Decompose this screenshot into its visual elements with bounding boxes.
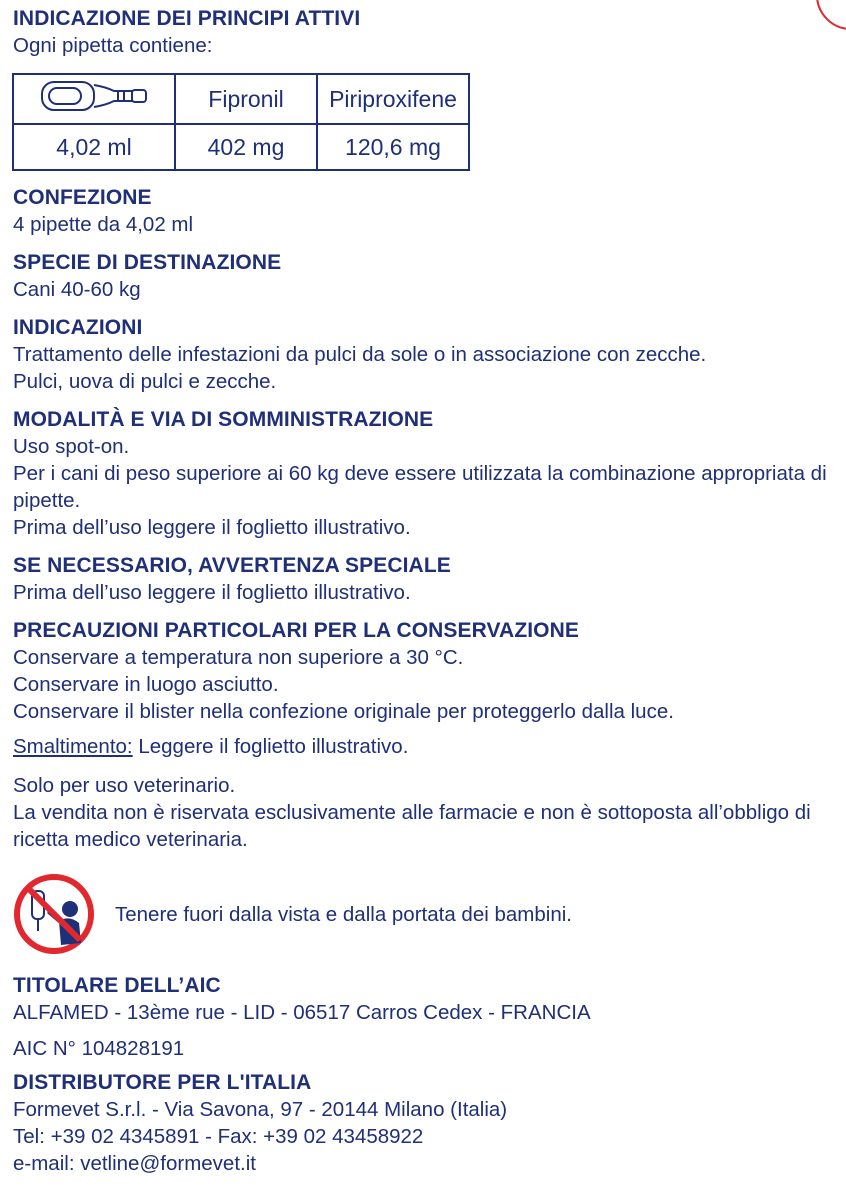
titolare-heading: TITOLARE DELL’AIC <box>13 974 221 997</box>
specie-heading: SPECIE DI DESTINAZIONE <box>13 251 282 274</box>
distributore-line: Formevet S.r.l. - Via Savona, 97 - 20144 Milano (Italia) <box>13 1098 508 1121</box>
titolare-address: ALFAMED - 13ème rue - LID - 06517 Carros Cedex - FRANCIA <box>13 1001 591 1024</box>
modalita-line: Uso spot-on. <box>13 435 130 458</box>
table-row <box>13 74 469 124</box>
conservazione-line: Conservare a temperatura non superiore a 30 °C. <box>13 646 464 669</box>
child-warning <box>13 873 838 955</box>
modalita-heading: MODALITÀ E VIA DI SOMMINISTRAZIONE <box>13 408 434 431</box>
confezione-text: 4 pipette da 4,02 ml <box>13 213 194 236</box>
conservazione-heading: PRECAUZIONI PARTICOLARI PER LA CONSERVAZIONE <box>13 619 579 642</box>
smaltimento-line <box>13 733 838 760</box>
avvertenza-text: Prima dell’uso leggere il foglietto illustrativo. <box>13 581 411 604</box>
specie-text: Cani 40-60 kg <box>13 278 141 301</box>
indicazioni-line: Pulci, uova di pulci e zecche. <box>13 370 277 393</box>
table-cell-volume: 4,02 ml <box>13 124 175 170</box>
child-warning-text: Tenere fuori dalla vista e dalla portata dei bambini. <box>115 902 572 926</box>
composition-table <box>12 73 470 171</box>
indicazioni-line: Trattamento delle infestazioni da pulci da sole o in associazione con zecche. <box>13 343 707 366</box>
table-header-fipronil: Fipronil <box>175 74 317 124</box>
smaltimento-label: Smaltimento: <box>13 735 133 758</box>
distributore-line: e-mail: vetline@formevet.it <box>13 1152 256 1175</box>
section-titolare <box>13 973 838 1062</box>
aic-number: AIC N° 104828191 <box>13 1037 185 1060</box>
section-avvertenza <box>13 553 838 606</box>
section-modalita <box>13 407 838 541</box>
keep-away-from-children-icon <box>13 873 95 955</box>
section-conservazione <box>13 618 838 725</box>
table-cell-piriproxifene: 120,6 mg <box>317 124 469 170</box>
section-uso <box>13 772 838 853</box>
uso-line: Solo per uso veterinario. <box>13 774 236 797</box>
table-cell-fipronil: 402 mg <box>175 124 317 170</box>
principi-heading: INDICAZIONE DEI PRINCIPI ATTIVI <box>13 7 361 30</box>
leaflet-page <box>13 6 838 1177</box>
smaltimento-text: Leggere il foglietto illustrativo. <box>132 735 409 758</box>
distributore-heading: DISTRIBUTORE PER L'ITALIA <box>13 1071 312 1094</box>
conservazione-line: Conservare in luogo asciutto. <box>13 673 279 696</box>
section-distributore <box>13 1070 838 1177</box>
modalita-line: Per i cani di peso superiore ai 60 kg deve essere utilizzata la combinazione appropriata di pipette. <box>13 462 827 512</box>
conservazione-line: Conservare il blister nella confezione originale per proteggerlo dalla luce. <box>13 700 674 723</box>
section-specie <box>13 250 838 303</box>
uso-line: La vendita non è riservata esclusivamente alle farmacie e non è sottoposta all’obbligo di ricetta medico veterinaria. <box>13 801 811 851</box>
principi-intro: Ogni pipetta contiene: <box>13 34 213 57</box>
table-header-piriproxifene: Piriproxifene <box>317 74 469 124</box>
table-cell-icon <box>13 74 175 124</box>
section-confezione <box>13 185 838 238</box>
section-indicazioni <box>13 315 838 395</box>
avvertenza-heading: SE NECESSARIO, AVVERTENZA SPECIALE <box>13 554 451 577</box>
table-row <box>13 124 469 170</box>
indicazioni-heading: INDICAZIONI <box>13 316 143 339</box>
distributore-line: Tel: +39 02 4345891 - Fax: +39 02 43458922 <box>13 1125 424 1148</box>
modalita-line: Prima dell’uso leggere il foglietto illustrativo. <box>13 516 411 539</box>
confezione-heading: CONFEZIONE <box>13 186 152 209</box>
pipette-icon <box>40 79 148 113</box>
